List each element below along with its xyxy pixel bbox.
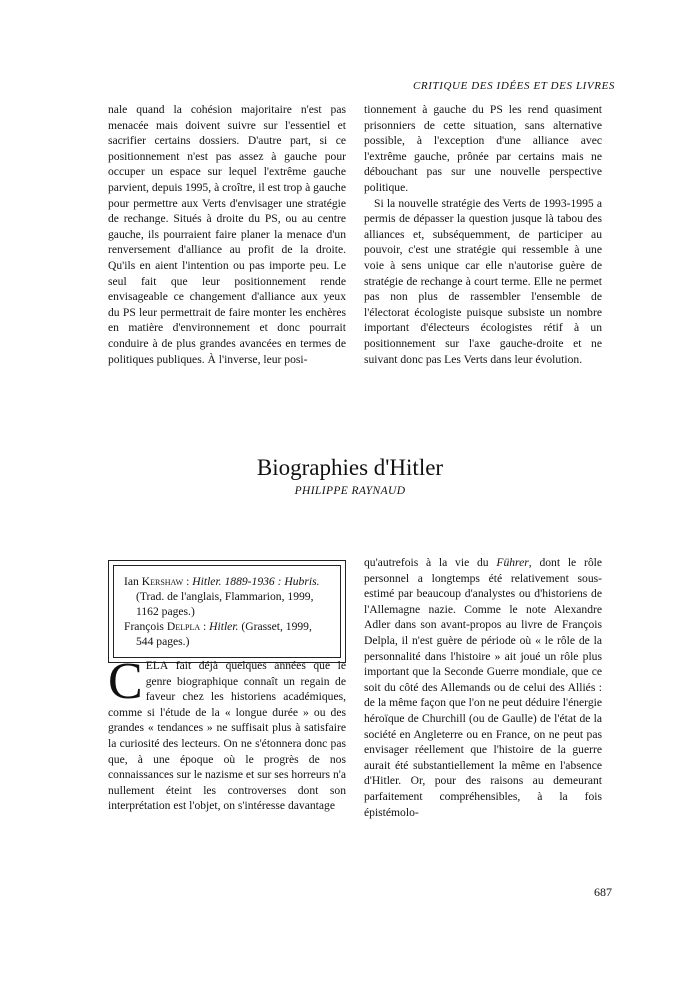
article-title: Biographies d'Hitler xyxy=(256,455,444,481)
reference-author-first: François xyxy=(124,620,164,633)
previous-article-right-column xyxy=(364,102,602,367)
paragraph: tionnement à gauche du PS les rend quasiment prisonniers de cette situation, sans alternative possible, à l'exception d'une alliance avec l'extrême gauche, prônée par certains mais ne débouchant pas sur une nouvelle perspective politique. xyxy=(364,103,602,194)
drop-cap: C xyxy=(108,653,143,710)
article-author: PHILIPPE RAYNAUD xyxy=(294,485,406,497)
reference-author-last: Kershaw xyxy=(141,575,184,588)
reference-details: (Grasset, 1999, 544 pages.) xyxy=(136,620,312,648)
reviewed-books-box xyxy=(108,560,346,663)
reference-work-title: Hitler. xyxy=(209,620,239,633)
article-right-column xyxy=(364,555,602,820)
italic-term: Führer xyxy=(496,556,529,569)
text-run: qu'autrefois à la vie du xyxy=(364,556,497,569)
opening-paragraph xyxy=(108,653,346,814)
book-reference xyxy=(124,619,330,649)
opening-small-caps: ELA xyxy=(145,659,169,672)
paragraph: Si la nouvelle stratégie des Verts de 1993-1995 a permis de dépasser la question jusque là tabou des alliances et, subséquemment, de participer au pouvoir, c'est une stratégie qui ressemble à une voie à sens unique car elle n'autorise guère de stratégie de rechange à court terme. Elle ne permet pas non plus de rassembler l'ensemble de l'électorat écologiste puisque subsiste un nombre important d'électeurs écologistes rétif à un positionnement sur l'axe gauche-droite et ne suivant donc pas Les Verts dans leur évolution. xyxy=(364,196,602,366)
opening-text: fait déjà quelques années que le genre biographique connaît un regain de faveur chez les historiens académiques, comme si l'étude de la « longue durée » ou des grandes « tendances » ne suffisait plus à satisfaire la curiosité des lecteurs. On ne s'étonnera donc pas que, à une époque où le progrès de nos connaissances sur le nazisme et sur ses horreurs n'a nullement éteint les controverses dont son interprétation est l'objet, on s'intéresse davantage xyxy=(108,659,346,813)
reference-author-last: Delpla xyxy=(166,620,201,633)
book-reference xyxy=(124,574,330,619)
article-left-column xyxy=(108,653,346,814)
reviewed-books-list xyxy=(113,565,341,658)
paragraph: nale quand la cohésion majoritaire n'est pas menacée mais doivent suivre sur l'essentiel et sacrifier certains dossiers. D'autre part, si ce positionnement n'est pas assez à gauche pour occuper un espace sur lequel l'extrême gauche parvient, depuis 1995, à croître, il est trop à gauche pour permettre aux Verts d'envisager une stratégie de rechange. Situés à droite du PS, ou au centre gauche, ils pourraient faire planer la menace d'un renversement d'alliance au profit de la droite. Qu'ils en aient l'intention ou pas importe peu. Le seul fait que leur positionnement rende envisageable ce changement d'alliance aux yeux du PS leur permettrait de faire monter les enchères en matière d'environnement et donc pourrait conduire à de plus grandes avancées en termes de politiques publiques. À l'inverse, leur posi- xyxy=(108,103,346,366)
reference-details: (Trad. de l'anglais, Flammarion, 1999, 1162 pages.) xyxy=(136,590,314,618)
reference-separator: : xyxy=(183,575,193,588)
reference-separator: : xyxy=(200,620,210,633)
reference-work-title: Hitler. 1889-1936 : Hubris. xyxy=(192,575,320,588)
paragraph xyxy=(364,555,602,820)
page-number: 687 xyxy=(594,885,612,899)
running-head: CRITIQUE DES IDÉES ET DES LIVRES xyxy=(412,80,615,92)
text-run: , dont le rôle personnel a longtemps été relativement sous-estimé par beaucoup d'analystes ou d'historiens de l'Allemagne nazie. Comme le note Alexandre Adler dans son avant-propos au livre de François Delpla, il n'est guère de période où « le rôle de la personnalité dans l'histoire » ait joué un rôle plus important que la Seconde Guerre mondiale, que ce soit du côté des Allemands ou de celui des Alliés : de la même façon que l'on ne peut déduire l'énergie héroïque de Churchill (ou de Gaulle) de l'état de la société en Angleterre ou en France, on ne peut pas envisager réellement que l'histoire de la guerre aurait été substantiellement la même en l'absence d'Hitler. Or, pour des raisons au demeurant parfaitement compréhensibles, à la fois épistémolo- xyxy=(364,556,602,819)
reference-author-first: Ian xyxy=(124,575,139,588)
previous-article-left-column xyxy=(108,102,346,367)
